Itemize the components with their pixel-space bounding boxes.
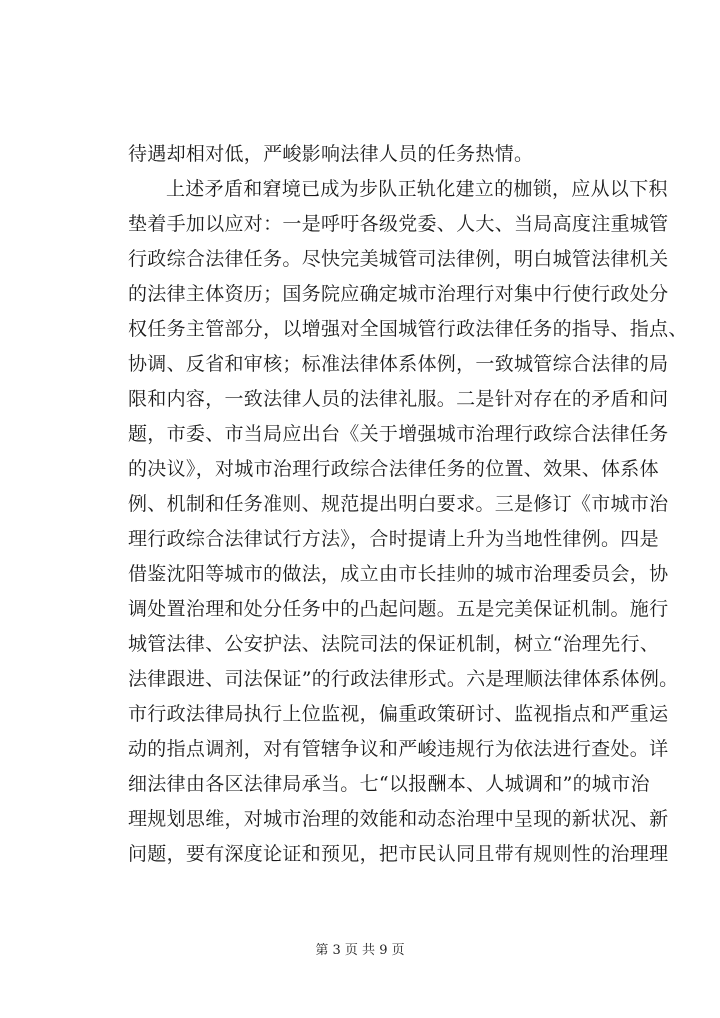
text-line-20: 理规划思维，对城市治理的效能和动态治理中呈现的新状况、新 [128,808,669,830]
text-line-16: 法律跟进、司法保证”的行政法律形式。六是理顺法律体系体例。 [128,668,679,690]
text-line-9: 题，市委、市当局应出台《关于增强城市治理行政综合法律任务 [128,423,669,445]
text-line-11: 例、机制和任务准则、规范提出明白要求。三是修订《市城市治 [128,493,669,515]
text-line-8: 限和内容，一致法律人员的法律礼服。二是针对存在的矛盾和问 [128,388,669,410]
text-line-6: 权任务主管部分，以增强对全国城管行政法律任务的指导、指点、 [128,318,688,340]
text-line-19: 细法律由各区法律局承当。七“以报酬本、人城调和”的城市治 [128,773,650,795]
text-line-15: 城管法律、公安护法、法院司法的保证机制，树立“治理先行、 [128,633,660,655]
text-line-14: 调处置治理和处分任务中的凸起问题。五是完美保证机制。施行 [128,598,669,620]
text-line-13: 借鉴沈阳等城市的做法，成立由市长挂帅的城市治理委员会，协 [128,563,669,585]
text-line-2: 上述矛盾和窘境已成为步队正轨化建立的枷锁，应从以下积 [166,178,668,200]
text-line-12: 理行政综合法律试行方法》，合时提请上升为当地性律例。四是 [128,528,659,550]
text-line-7: 协调、反省和审核；标准法律体系体例，一致城管综合法律的局 [128,353,669,375]
page-number-footer: 第 3 页 共 9 页 [315,943,405,958]
text-line-3: 垫着手加以应对：一是呼吁各级党委、人大、当局高度注重城管 [128,213,669,235]
text-line-18: 动的指点调剂，对有管辖争议和严峻违规行为依法进行查处。详 [128,738,669,760]
text-line-5: 的法律主体资历；国务院应确定城市治理行对集中行使行政处分 [128,283,669,305]
text-line-21: 问题，要有深度论证和预见，把市民认同且带有规则性的治理理 [128,843,669,865]
text-line-17: 市行政法律局执行上位监视，偏重政策研讨、监视指点和严重运 [128,703,669,725]
text-line-1: 待遇却相对低，严峻影响法律人员的任务热情。 [128,143,534,165]
text-line-4: 行政综合法律任务。尽快完美城管司法律例，明白城管法律机关 [128,248,669,270]
text-line-10: 的决议》，对城市治理行政综合法律任务的位置、效果、体系体 [128,458,659,480]
